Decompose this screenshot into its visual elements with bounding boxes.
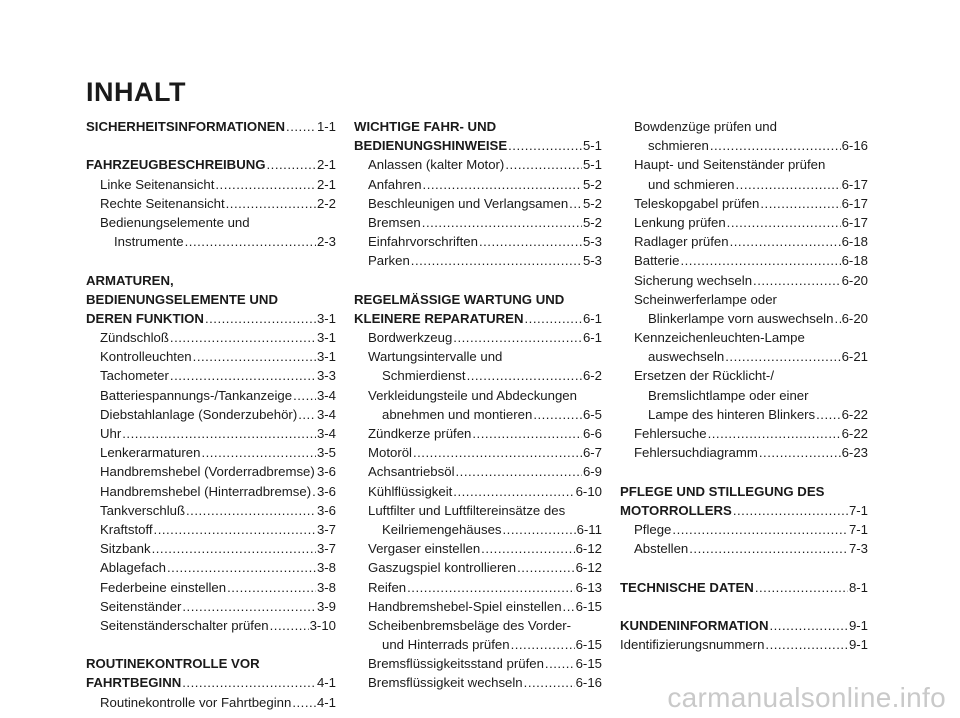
toc-entry-label: Zündschloß: [100, 330, 169, 346]
toc-entry-label: Bremslichtlampe oder einer: [648, 387, 809, 403]
toc-entry-label: Bremsen: [368, 214, 421, 230]
toc-entry-page: 6-20: [841, 272, 868, 288]
toc-column-3: [620, 117, 868, 654]
toc-entry-label: Kraftstoff: [100, 521, 153, 537]
dot-leader: [760, 194, 840, 213]
dot-leader: [270, 616, 309, 635]
toc-entry-label: Lampe des hinteren Blinkers: [648, 406, 816, 422]
toc-entry[interactable]: [620, 424, 868, 443]
toc-entry[interactable]: [86, 175, 336, 194]
toc-entry-page: 4-1: [316, 694, 336, 710]
toc-entry-page: 8-1: [848, 579, 868, 595]
toc-entry-page: 3-3: [316, 368, 336, 384]
toc-section-label: DEREN FUNKTION: [86, 310, 204, 326]
toc-entry-page: 3-8: [316, 560, 336, 576]
dot-leader: [413, 443, 582, 462]
dot-leader: [154, 520, 316, 539]
toc-entry-label: Bedienungselemente und: [100, 214, 250, 230]
dot-leader: [689, 539, 848, 558]
toc-column-2: [354, 117, 602, 693]
toc-entry[interactable]: [620, 501, 868, 520]
toc-entry-label: Kennzeichenleuchten-Lampe: [634, 330, 805, 346]
toc-section-line[interactable]: [86, 654, 336, 673]
toc-entry-label: Reifen: [368, 579, 407, 595]
toc-entry[interactable]: [620, 271, 868, 290]
toc-entry[interactable]: [354, 328, 602, 347]
toc-entry[interactable]: [86, 578, 336, 597]
dot-leader: [505, 155, 582, 174]
toc-entry-label: Uhr: [100, 426, 122, 441]
toc-entry[interactable]: [86, 443, 336, 462]
toc-entry-page: 3-1: [316, 310, 336, 326]
toc-entry-label: Bremsflüssigkeitsstand prüfen: [368, 656, 544, 672]
toc-entry[interactable]: [86, 309, 336, 328]
toc-section-label: FAHRTBEGINN: [86, 675, 182, 691]
toc-entry-page: 6-12: [575, 560, 602, 576]
toc-entry-page: 3-10: [309, 617, 336, 633]
dot-leader: [267, 155, 316, 174]
toc-entry-page: 6-12: [575, 541, 602, 557]
toc-entry-label: Haupt- und Seitenständer prüfen: [634, 157, 826, 173]
dot-leader: [710, 136, 841, 155]
toc-entry-label: Ersetzen der Rücklicht-/: [634, 368, 774, 384]
toc-entry[interactable]: [86, 693, 336, 712]
toc-section-label: WICHTIGE FAHR- UND: [354, 119, 497, 134]
toc-entry[interactable]: [86, 673, 336, 692]
dot-leader: [170, 328, 316, 347]
dot-leader: [201, 443, 316, 462]
dot-leader: [569, 194, 582, 213]
toc-entry[interactable]: [86, 482, 336, 501]
toc-entry-label: Ablagefach: [100, 560, 166, 576]
toc-entry-label: Lenkerarmaturen: [100, 445, 201, 461]
toc-entry-label: Schmierdienst: [382, 368, 466, 384]
toc-entry-page: 3-4: [316, 406, 336, 422]
toc-entry-line[interactable]: [354, 347, 602, 366]
toc-entry-page: 6-7: [582, 445, 602, 461]
toc-entry[interactable]: [354, 366, 602, 385]
toc-entry-label: Einfahrvorschriften: [368, 234, 478, 250]
toc-entry[interactable]: [620, 539, 868, 558]
toc-entry-line[interactable]: [354, 386, 602, 405]
toc-entry-page: 3-6: [316, 502, 336, 518]
dot-leader: [467, 366, 582, 385]
dot-leader: [411, 251, 582, 270]
toc-entry[interactable]: [86, 539, 336, 558]
dot-leader: [226, 194, 316, 213]
toc-entry-page: 1-1: [316, 119, 336, 134]
toc-entry-label: Sitzbank: [100, 541, 151, 557]
toc-entry[interactable]: [354, 462, 602, 481]
dot-leader: [524, 673, 575, 692]
dot-leader: [563, 597, 575, 616]
toc-section-label: BEDIENUNGSELEMENTE UND: [86, 291, 278, 307]
toc-entry-label: Sicherung wechseln: [634, 272, 753, 288]
toc-entry[interactable]: [86, 405, 336, 424]
toc-entry-label: Verkleidungsteile und Abdeckungen: [368, 387, 577, 403]
dot-leader: [680, 251, 840, 270]
toc-entry-label: Batterie: [634, 253, 680, 269]
toc-entry-page: 7-1: [848, 521, 868, 537]
toc-entry[interactable]: [86, 155, 336, 174]
dot-leader: [759, 443, 841, 462]
toc-entry-page: 6-23: [841, 445, 868, 461]
toc-entry[interactable]: [620, 443, 868, 462]
toc-entry-page: 6-18: [841, 253, 868, 269]
toc-entry-page: 6-16: [841, 138, 868, 154]
toc-entry-label: Instrumente: [114, 234, 184, 250]
dot-leader: [765, 635, 848, 654]
toc-entry-label: Lenkung prüfen: [634, 214, 726, 230]
toc-entry-label: Handbremshebel (Vorderradbremse): [100, 464, 315, 480]
toc-entry-label: Identifizierungsnummern: [620, 637, 765, 653]
toc-entry-page: 6-13: [575, 579, 602, 595]
toc-section-line[interactable]: [620, 482, 868, 501]
toc-entry[interactable]: [86, 501, 336, 520]
toc-section-label: ROUTINEKONTROLLE VOR: [86, 656, 260, 672]
toc-entry[interactable]: [86, 328, 336, 347]
toc-entry[interactable]: [354, 539, 602, 558]
page-title: INHALT: [86, 77, 186, 107]
dot-leader: [205, 309, 316, 328]
toc-entry-page: 4-1: [316, 675, 336, 691]
toc-entry-label: Federbeine einstellen: [100, 579, 227, 595]
toc-entry-line[interactable]: [620, 155, 868, 174]
toc-entry-page: 5-1: [582, 138, 602, 154]
toc-entry-page: 6-22: [841, 406, 868, 422]
toc-entry-label: und schmieren: [648, 176, 735, 192]
dot-leader: [182, 673, 316, 692]
dot-leader: [453, 482, 574, 501]
toc-section-label: KLEINERE REPARATUREN: [354, 310, 524, 326]
toc-entry-line[interactable]: [354, 501, 602, 520]
dot-leader: [730, 232, 841, 251]
toc-section-label: MOTORROLLERS: [620, 502, 732, 518]
toc-entry-page: 6-1: [582, 310, 602, 326]
toc-entry[interactable]: [86, 347, 336, 366]
toc-entry[interactable]: [620, 213, 868, 232]
dot-leader: [286, 117, 316, 136]
toc-entry[interactable]: [620, 251, 868, 270]
dot-leader: [423, 175, 582, 194]
dot-leader: [152, 539, 316, 558]
dot-leader: [736, 175, 841, 194]
dot-leader: [193, 347, 316, 366]
toc-entry-page: 5-3: [582, 234, 602, 250]
toc-entry[interactable]: [86, 597, 336, 616]
dot-leader: [170, 366, 316, 385]
toc-entry[interactable]: [620, 136, 868, 155]
toc-entry-line[interactable]: [86, 213, 336, 232]
toc-entry[interactable]: [354, 251, 602, 270]
toc-entry-page: 5-2: [582, 214, 602, 230]
dot-leader: [816, 405, 840, 424]
toc-entry[interactable]: [620, 175, 868, 194]
dot-leader: [456, 462, 582, 481]
toc-section-line[interactable]: [86, 290, 336, 309]
dot-leader: [725, 347, 840, 366]
dot-leader: [472, 424, 582, 443]
dot-leader: [753, 271, 841, 290]
dot-leader: [834, 309, 840, 328]
toc-entry[interactable]: [354, 136, 602, 155]
toc-entry[interactable]: [354, 309, 602, 328]
toc-entry-page: 6-15: [575, 598, 602, 614]
toc-entry[interactable]: [354, 597, 602, 616]
dot-leader: [525, 309, 582, 328]
dot-leader: [227, 578, 316, 597]
dot-leader: [508, 136, 582, 155]
toc-entry-label: Gaszugspiel kontrollieren: [368, 560, 517, 576]
dot-leader: [727, 213, 841, 232]
toc-entry-label: Beschleunigen und Verlangsamen: [368, 195, 569, 211]
dot-leader: [215, 175, 316, 194]
toc-entry-page: 6-1: [582, 330, 602, 346]
toc-entry-label: schmieren: [648, 138, 709, 154]
toc-entry-page: 2-1: [316, 157, 336, 173]
dot-leader: [511, 635, 575, 654]
toc-entry-page: 3-1: [316, 349, 336, 365]
toc-entry-label: auswechseln: [648, 349, 725, 365]
toc-entry-label: Tankverschluß: [100, 502, 186, 518]
toc-entry[interactable]: [354, 443, 602, 462]
toc-column-1: [86, 117, 336, 712]
toc-entry-label: Bordwerkzeug: [368, 330, 453, 346]
toc-entry[interactable]: [86, 194, 336, 213]
toc-entry-label: Parken: [368, 253, 410, 269]
toc-entry-page: 5-3: [582, 253, 602, 269]
toc-entry-page: 6-17: [841, 176, 868, 192]
toc-entry-label: Diebstahlanlage (Sonderzubehör): [100, 406, 298, 422]
dot-leader: [186, 501, 316, 520]
toc-entry-page: 9-1: [848, 637, 868, 653]
toc-entry-page: 5-2: [582, 195, 602, 211]
toc-entry[interactable]: [86, 386, 336, 405]
toc-entry[interactable]: [620, 347, 868, 366]
dot-leader: [479, 232, 582, 251]
toc-entry-page: 2-3: [316, 234, 336, 250]
toc-entry[interactable]: [354, 558, 602, 577]
dot-leader: [453, 328, 582, 347]
toc-entry-page: 6-20: [841, 310, 868, 326]
dot-leader: [122, 424, 316, 443]
toc-entry-page: 6-6: [582, 426, 602, 441]
toc-entry-label: Linke Seitenansicht: [100, 176, 215, 192]
dot-leader: [407, 578, 574, 597]
dot-leader: [312, 482, 316, 501]
toc-entry-page: 5-2: [582, 176, 602, 192]
toc-section-line[interactable]: [354, 290, 602, 309]
toc-section-label: TECHNISCHE DATEN: [620, 579, 754, 595]
toc-entry-label: Seitenständerschalter prüfen: [100, 617, 269, 633]
watermark: carmanualsonline.info: [667, 682, 946, 713]
dot-leader: [517, 558, 575, 577]
toc-entry-page: 6-10: [575, 483, 602, 499]
toc-entry-line[interactable]: [620, 328, 868, 347]
toc-entry[interactable]: [620, 232, 868, 251]
toc-entry[interactable]: [354, 654, 602, 673]
toc-entry-page: 6-15: [575, 656, 602, 672]
toc-section-label: REGELMÄSSIGE WARTUNG UND: [354, 291, 565, 307]
toc-entry-line[interactable]: [620, 366, 868, 385]
toc-entry-label: Handbremshebel (Hinterradbremse): [100, 483, 312, 499]
toc-entry-page: 3-9: [316, 598, 336, 614]
toc-entry-label: FAHRZEUGBESCHREIBUNG: [86, 157, 266, 173]
toc-entry-page: 3-7: [316, 521, 336, 537]
dot-leader: [185, 232, 316, 251]
toc-entry[interactable]: [354, 155, 602, 174]
toc-section-label: BEDIENUNGSHINWEISE: [354, 138, 508, 154]
toc-entry-page: 2-1: [316, 176, 336, 192]
toc-entry[interactable]: [86, 558, 336, 577]
toc-entry-label: Batteriespannungs-/Tankanzeige: [100, 387, 293, 403]
toc-entry[interactable]: [354, 405, 602, 424]
toc-entry[interactable]: [86, 366, 336, 385]
dot-leader: [533, 405, 582, 424]
dot-leader: [298, 405, 316, 424]
dot-leader: [672, 520, 848, 539]
toc-entry-label: Bremsflüssigkeit wechseln: [368, 675, 523, 691]
toc-entry-label: Kontrolleuchten: [100, 349, 192, 365]
toc-entry-label: Rechte Seitenansicht: [100, 195, 225, 211]
toc-entry[interactable]: [354, 232, 602, 251]
toc-entry[interactable]: [620, 635, 868, 654]
toc-entry-label: Scheibenbremsbeläge des Vorder-: [368, 617, 572, 633]
toc-entry-label: Motoröl: [368, 445, 412, 461]
dot-leader: [769, 616, 847, 635]
toc-entry-label: Kühlflüssigkeit: [368, 483, 453, 499]
toc-entry-page: 3-4: [316, 387, 336, 403]
toc-entry-label: Achsantriebsöl: [368, 464, 455, 480]
toc-section-label: KUNDENINFORMATION: [620, 617, 769, 633]
toc-entry-label: Fehlersuche: [634, 426, 707, 441]
toc-entry[interactable]: [620, 309, 868, 328]
dot-leader: [182, 597, 316, 616]
toc-entry-line[interactable]: [620, 290, 868, 309]
dot-leader: [708, 424, 841, 443]
toc-entry-label: Handbremshebel-Spiel einstellen: [368, 598, 562, 614]
toc-entry-label: Anlassen (kalter Motor): [368, 157, 505, 173]
toc-entry-page: 5-1: [582, 157, 602, 173]
toc-entry[interactable]: [354, 673, 602, 692]
toc-entry-label: Routinekontrolle vor Fahrtbeginn: [100, 694, 292, 710]
toc-section-line[interactable]: [354, 117, 602, 136]
dot-leader: [167, 558, 316, 577]
toc-entry[interactable]: [86, 462, 336, 481]
toc-entry-page: 9-1: [848, 617, 868, 633]
toc-entry-page: 6-17: [841, 214, 868, 230]
toc-entry-page: 2-2: [316, 195, 336, 211]
toc-entry-page: 6-5: [582, 406, 602, 422]
toc-entry[interactable]: [354, 482, 602, 501]
toc-entry-label: Vergaser einstellen: [368, 541, 481, 557]
toc-entry-page: 3-4: [316, 426, 336, 441]
toc-entry-label: und Hinterrads prüfen: [382, 637, 510, 653]
toc-entry-page: 6-11: [576, 521, 602, 537]
toc-entry-label: Wartungsintervalle und: [368, 349, 503, 365]
toc-entry-label: Pflege: [634, 521, 672, 537]
toc-entry-label: Teleskopgabel prüfen: [634, 195, 760, 211]
toc-entry[interactable]: [620, 578, 868, 597]
toc-entry-line[interactable]: [620, 117, 868, 136]
toc-entry[interactable]: [354, 520, 602, 539]
toc-entry-page: 3-5: [316, 445, 336, 461]
toc-entry-label: SICHERHEITSINFORMATIONEN: [86, 119, 286, 134]
toc-entry[interactable]: [354, 213, 602, 232]
toc-entry[interactable]: [354, 635, 602, 654]
toc-entry-line[interactable]: [354, 616, 602, 635]
toc-entry[interactable]: [354, 175, 602, 194]
toc-entry[interactable]: [86, 424, 336, 443]
dot-leader: [733, 501, 848, 520]
toc-entry-page: 7-1: [848, 502, 868, 518]
toc-entry-label: Luftfilter und Luftfiltereinsätze des: [368, 502, 566, 518]
toc-entry-page: 6-18: [841, 234, 868, 250]
toc-entry-label: Anfahren: [368, 176, 422, 192]
dot-leader: [293, 386, 316, 405]
toc-entry-page: 6-9: [582, 464, 602, 480]
toc-entry[interactable]: [620, 616, 868, 635]
toc-entry-label: Abstellen: [634, 541, 689, 557]
dot-leader: [422, 213, 582, 232]
dot-leader: [503, 520, 576, 539]
dot-leader: [481, 539, 574, 558]
toc-entry-page: 6-2: [582, 368, 602, 384]
toc-entry-label: Tachometer: [100, 368, 169, 384]
toc-entry-line[interactable]: [620, 386, 868, 405]
toc-entry-label: Radlager prüfen: [634, 234, 729, 250]
toc-entry-label: abnehmen und montieren: [382, 406, 533, 422]
toc-entry-label: Seitenständer: [100, 598, 182, 614]
toc-entry-label: Bowdenzüge prüfen und: [634, 119, 777, 134]
toc-entry[interactable]: [86, 520, 336, 539]
toc-entry[interactable]: [86, 117, 336, 136]
toc-section-label: PFLEGE UND STILLEGUNG DES: [620, 483, 825, 499]
toc-entry-page: 3-7: [316, 541, 336, 557]
toc-entry-label: Zündkerze prüfen: [368, 426, 472, 441]
toc-entry-label: Blinkerlampe vorn auswechseln: [648, 310, 834, 326]
toc-entry-label: Scheinwerferlampe oder: [634, 291, 777, 307]
toc-entry[interactable]: [620, 520, 868, 539]
toc-entry[interactable]: [86, 232, 336, 251]
dot-leader: [545, 654, 575, 673]
toc-entry[interactable]: [354, 578, 602, 597]
toc-section-line[interactable]: [86, 271, 336, 290]
toc-entry-page: 7-3: [848, 541, 868, 557]
toc-entry-page: 6-15: [575, 637, 602, 653]
dot-leader: [292, 693, 316, 712]
toc-entry-page: 3-1: [316, 330, 336, 346]
dot-leader: [755, 578, 848, 597]
toc-entry-page: 3-8: [316, 579, 336, 595]
toc-entry-page: 6-17: [841, 195, 868, 211]
toc-entry-page: 3-6: [316, 464, 336, 480]
toc-section-label: ARMATUREN,: [86, 272, 174, 288]
toc-entry[interactable]: [354, 194, 602, 213]
toc-entry-page: 6-21: [841, 349, 868, 365]
toc-entry-label: Fehlersuchdiagramm: [634, 445, 758, 461]
toc-entry-page: 6-16: [575, 675, 602, 691]
toc-entry[interactable]: [86, 616, 336, 635]
toc-entry[interactable]: [620, 194, 868, 213]
toc-entry-label: Keilriemengehäuses: [382, 521, 502, 537]
toc-entry[interactable]: [354, 424, 602, 443]
toc-entry-page: 6-22: [841, 426, 868, 441]
toc-entry-page: 3-6: [316, 483, 336, 499]
toc-entry[interactable]: [620, 405, 868, 424]
